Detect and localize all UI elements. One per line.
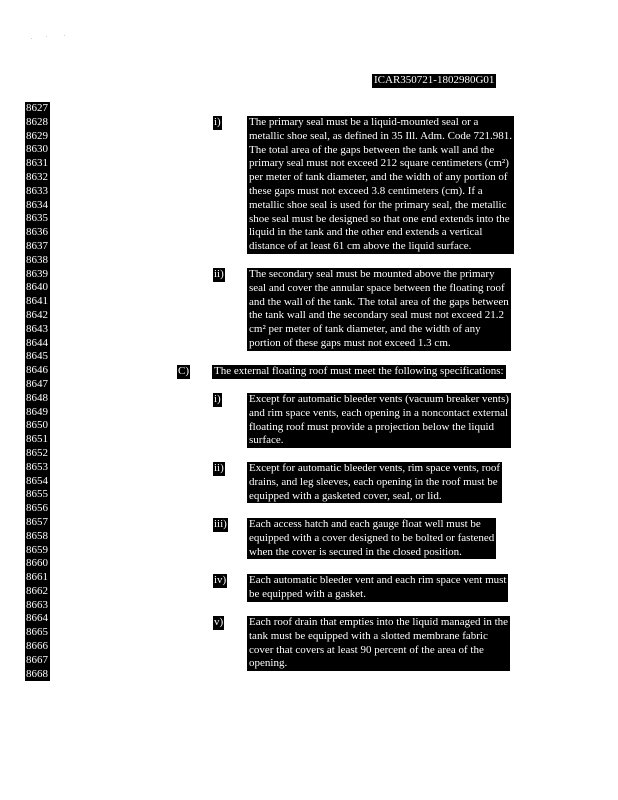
scan-speck (64, 35, 65, 36)
paragraph-line: equipped with a gasketed cover, seal, or lid. (249, 489, 442, 502)
line-number: 8627 (26, 102, 48, 114)
line-number: 8652 (26, 446, 48, 459)
line-number: 8653 (26, 460, 48, 473)
scan-speck (46, 36, 47, 37)
paragraph-line: per meter of tank diameter, and the width of any portion of (249, 171, 508, 184)
item-label: ii) (214, 268, 224, 280)
document-id-header: ICAR350721-1802980G01 (374, 74, 495, 86)
paragraph-line: Each automatic bleeder vent and each rim space vent must (249, 574, 507, 586)
paragraph-line: and rim space vents, each opening in a noncontact external (249, 406, 509, 419)
paragraph-line: The secondary seal must be mounted above the primary (249, 268, 495, 280)
line-number: 8637 (26, 239, 48, 252)
item-label: v) (214, 616, 224, 628)
paragraph-line: be equipped with a gasket. (249, 587, 366, 600)
paragraph-line: when the cover is secured in the closed position. (249, 545, 462, 558)
paragraph-line: metallic shoe seal is used for the primary seal, the metallic (249, 198, 507, 211)
line-number: 8630 (26, 143, 48, 156)
paragraph-line: liquid in the tank and the other end extends a vertical (249, 226, 483, 239)
line-number: 8642 (26, 308, 48, 321)
line-number: 8632 (26, 170, 48, 183)
openings-projection-paragraph (247, 393, 511, 448)
paragraph-line: the tank wall and the secondary seal must not exceed 21.2 (249, 309, 505, 322)
secondary-seal-paragraph (247, 268, 511, 351)
paragraph-line: The external floating roof must meet the following specifications: (214, 365, 504, 377)
paragraph-line: tank must be equipped with a slotted membrane fabric (249, 629, 488, 642)
line-number: 8657 (26, 515, 48, 528)
paragraph-line: primary seal must not exceed 212 square centimeters (cm²) (249, 157, 509, 170)
item-label: iii) (214, 518, 227, 530)
paragraph-line: seal and cover the annular space between the floating roof (249, 281, 505, 294)
external-floating-roof-heading (212, 365, 506, 379)
line-number: 8660 (26, 557, 48, 570)
paragraph-line: distance of at least 61 cm above the liquid surface. (249, 240, 472, 253)
line-number: 8648 (26, 391, 48, 404)
item-label: i) (214, 393, 221, 405)
line-number: 8649 (26, 405, 48, 418)
line-number: 8641 (26, 295, 48, 308)
line-number: 8629 (26, 129, 48, 142)
line-number: 8650 (26, 419, 48, 432)
paragraph-line: Except for automatic bleeder vents, rim space vents, roof (249, 462, 501, 474)
scan-speck (31, 38, 32, 39)
paragraph-line: equipped with a cover designed to be bolted or fastened (249, 531, 495, 544)
line-number: 8639 (26, 267, 48, 280)
item-label: i) (214, 116, 221, 128)
line-number: 8628 (26, 115, 48, 128)
line-number: 8667 (26, 653, 48, 666)
line-number: 8668 (26, 667, 48, 680)
line-number: 8656 (26, 502, 48, 515)
line-number: 8643 (26, 322, 48, 335)
line-number: 8636 (26, 226, 48, 239)
line-number: 8638 (26, 253, 48, 266)
line-number: 8635 (26, 212, 48, 225)
paragraph-line: shoe seal must be designed so that one end extends into the (249, 212, 510, 225)
paragraph-line: The total area of the gaps between the tank wall and the (249, 143, 495, 156)
line-number: 8655 (26, 488, 48, 501)
paragraph-line: Each access hatch and each gauge float well must be (249, 518, 481, 530)
section-label: C) (178, 365, 189, 377)
item-label: iv) (214, 574, 227, 586)
line-number: 8633 (26, 184, 48, 197)
line-number: 8654 (26, 474, 48, 487)
paragraph-line: metallic shoe seal, as defined in 35 Ill. Adm. Code 721.981. (249, 129, 513, 142)
line-number: 8644 (26, 336, 48, 349)
item-label: ii) (214, 462, 224, 474)
line-number: 8663 (26, 598, 48, 611)
access-hatch-paragraph (247, 518, 496, 559)
paragraph-line: surface. (249, 434, 284, 447)
line-number: 8646 (26, 364, 48, 377)
paragraph-line: and the wall of the tank. The total area of the gaps between (249, 295, 509, 308)
line-number: 8662 (26, 584, 48, 597)
line-number: 8645 (26, 350, 48, 363)
gasketed-cover-paragraph (247, 462, 502, 503)
line-number: 8664 (26, 612, 48, 625)
line-number: 8665 (26, 626, 48, 639)
line-number: 8659 (26, 543, 48, 556)
line-number: 8647 (26, 377, 48, 390)
paragraph-line: cover that covers at least 90 percent of the area of the (249, 643, 484, 656)
paragraph-line: The primary seal must be a liquid-mounted seal or a (249, 116, 479, 128)
paragraph-line: opening. (249, 657, 288, 670)
line-number: 8634 (26, 198, 48, 211)
line-number: 8651 (26, 433, 48, 446)
line-number-column (25, 102, 50, 681)
line-number: 8658 (26, 529, 48, 542)
roof-drain-paragraph (247, 616, 510, 671)
bleeder-vent-paragraph (247, 574, 508, 602)
paragraph-line: these gaps must not exceed 3.8 centimeters (cm). If a (249, 184, 483, 197)
paragraph-line: cm² per meter of tank diameter, and the width of any (249, 323, 481, 336)
line-number: 8661 (26, 571, 48, 584)
paragraph-line: drains, and leg sleeves, each opening in the roof must be (249, 475, 498, 488)
paragraph-line: Each roof drain that empties into the liquid managed in the (249, 616, 509, 628)
line-number: 8640 (26, 281, 48, 294)
line-number: 8631 (26, 157, 48, 170)
paragraph-line: floating roof must provide a projection below the liquid (249, 420, 495, 433)
line-number: 8666 (26, 640, 48, 653)
paragraph-line: portion of these gaps must not exceed 1.3 cm. (249, 336, 451, 349)
primary-seal-paragraph (247, 116, 514, 254)
paragraph-line: Except for automatic bleeder vents (vacuum breaker vents) (249, 393, 509, 405)
